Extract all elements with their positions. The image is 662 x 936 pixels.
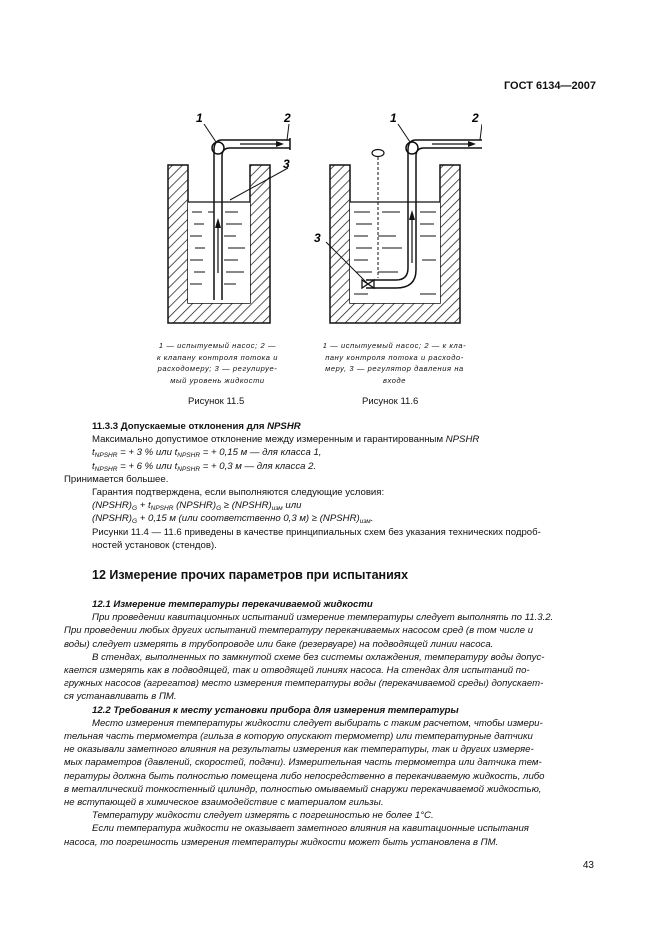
intro-italic: NPSHR: [445, 434, 480, 446]
cond-sub: изм: [271, 505, 283, 513]
cond-sub: G: [131, 518, 138, 526]
t-subscript: NPSHR: [177, 465, 201, 473]
t-symbol: t: [174, 447, 178, 459]
figure-11-5-callout-2: 2: [284, 111, 291, 125]
s12-1-p1-line: воды) следует измерять в трубопроводе или баке (резервуаре) на подводящей линии насоса.: [64, 638, 494, 650]
cond-text: + 0,15 м (или соответственно 0,3 м) ≥ (NPSHR): [137, 513, 360, 525]
s12-2-p1-line: не оказывали заметного влияния на результаты измерения как температуры, так и других измеряе-: [64, 744, 534, 756]
tol-text: = + 3 % или: [117, 447, 175, 459]
s12-1-p2-line: гружных насосов (агрегатов) место измерения температуры воды (перекачиваемой среды) допускает-: [64, 678, 544, 690]
section-12-2-title: 12.2 Требования к месту установки прибора для измерения температуры: [92, 704, 459, 716]
figure-11-6-callout-3: 3: [314, 231, 321, 245]
s12-2-p1-line: тельная часть термометра (гильза в которую опускают термометр) или температурные датчики: [64, 731, 533, 743]
figures-note-cont: ностей установок (стендов).: [92, 539, 217, 551]
tol-text: = + 0,15 м — для класса 1,: [200, 447, 322, 459]
s12-1-p1-line: При проведении кавитационных испытаний измерение температуры следует выполнять по 11.3.2.: [92, 612, 554, 624]
caption-line: к клапану контроля потока и: [156, 352, 279, 362]
s12-1-p2-line: ся устанавливать в ПМ.: [64, 691, 177, 703]
s12-1-p2-line: кается измерять как в подводящей, так и отводящей линиях насоса. На стендах для испытаний по-: [64, 665, 530, 677]
cond-text: (NPSHR): [92, 513, 132, 525]
t-subscript: NPSHR: [94, 452, 118, 460]
tol-text: = + 6 % или: [117, 460, 175, 472]
tol-text: = + 0,3 м — для класса 2.: [200, 460, 317, 472]
cond-text: + t: [137, 500, 151, 512]
tolerance-class-2: [92, 460, 596, 473]
s12-2-p3-line: Если температура жидкости не оказывает заметного влияния на кавитационные испытания: [92, 823, 529, 835]
larger-note: Принимается большее.: [64, 473, 169, 485]
condition-1: [92, 499, 596, 512]
t-symbol: t: [92, 460, 95, 472]
figure-11-5-caption: [140, 340, 295, 387]
tolerance-class-1: [92, 446, 596, 459]
cond-sub: G: [131, 505, 138, 513]
cond-text: ≥ (NPSHR): [221, 500, 272, 512]
cond-text: (NPSHR): [173, 500, 217, 512]
caption-line: 1 — испытуемый насос; 2 — к кла-: [322, 341, 467, 350]
condition-2: [92, 512, 596, 525]
caption-line: мый уровень жидкости: [170, 375, 265, 385]
intro-line: [92, 433, 596, 446]
caption-line: пану контроля потока и расходо-: [325, 352, 464, 362]
caption-line: входе: [382, 375, 407, 385]
cond-sub: NPSHR: [150, 505, 174, 513]
s12-2-p1-line: пературы должна быть полностью помещена либо непосредственно в перекачиваемую жидкость, либо: [64, 770, 545, 782]
s12-2-p2: Температуру жидкости следует измерять с погрешностью не более 1°С.: [92, 810, 434, 822]
s12-2-p1-line: не вступающей в химическое взаимодействие с материалом гильзы.: [64, 797, 384, 809]
s12-2-p1-line: в металлический тонкостенный цилиндр, полностью омываемый снаружи перекачиваемой жидкостью,: [64, 783, 542, 795]
cond-sub: G: [216, 505, 222, 513]
figure-11-5-callout-1: 1: [196, 111, 203, 125]
s12-1-p1-line: При проведении любых других испытаний температуру перекачиваемых насосом сред (в том числе и: [64, 625, 534, 637]
figure-11-5-label: Рисунок 11.5: [188, 396, 245, 407]
s12-1-p2-line: В стендах, выполненных по замкнутой схеме без системы охлаждения, температуру воды допус-: [92, 651, 545, 663]
s12-2-p1-line: мых параметров (давлений, скоростей, подачи). Измерительная часть термометра или датчика тем-: [64, 757, 542, 769]
t-subscript: NPSHR: [94, 465, 118, 473]
t-subscript: NPSHR: [177, 452, 201, 460]
title-italic: NPSHR: [267, 421, 301, 432]
cond-text: .: [370, 513, 374, 525]
figure-11-6-label: Рисунок 11.6: [362, 396, 419, 407]
section-12-title: 12 Измерение прочих параметров при испытаниях: [92, 568, 409, 582]
caption-line: расходомеру; 3 — регулируе-: [157, 364, 278, 374]
figure-11-5-diagram: [150, 108, 310, 333]
cond-sub: изм: [359, 518, 371, 526]
figures-note: Рисунки 11.4 — 11.6 приведены в качестве принципиальных схем без указания технических подроб-: [92, 526, 541, 538]
t-symbol: t: [92, 447, 95, 459]
cond-text: или: [282, 500, 302, 512]
figure-11-6-diagram: [312, 108, 482, 333]
section-11-3-3-title: [92, 420, 596, 433]
section-12-body: [64, 598, 596, 849]
figure-11-6-callout-1: 1: [390, 111, 397, 125]
section-11-3-3: [64, 420, 596, 552]
s12-2-p3-line: насоса, то погрешность измерения температуры жидкости может быть установлена в ПМ.: [64, 836, 499, 848]
intro-text: Максимально допустимое отклонение между измеренным и гарантированным: [92, 434, 444, 446]
document-header: ГОСТ 6134—2007: [503, 80, 596, 92]
figure-11-6-caption: [312, 340, 477, 387]
t-symbol: t: [174, 460, 178, 472]
page-number: 43: [582, 860, 594, 871]
section-12-1-title: 12.1 Измерение температуры перекачиваемой жидкости: [92, 599, 373, 610]
figure-11-5-callout-3: 3: [283, 157, 290, 171]
caption-line: 1 — испытуемый насос; 2 —: [158, 341, 277, 350]
figure-11-6-callout-2: 2: [472, 111, 479, 125]
cond-text: (NPSHR): [92, 500, 132, 512]
condition-intro: Гарантия подтверждена, если выполняются следующие условия:: [92, 487, 385, 499]
caption-line: меру, 3 — регулятор давления на: [325, 364, 464, 374]
s12-2-p1-line: Место измерения температуры жидкости следует выбирать с таким расчетом, чтобы измери-: [92, 717, 543, 729]
title-text: 11.3.3 Допускаемые отклонения для: [92, 421, 265, 432]
